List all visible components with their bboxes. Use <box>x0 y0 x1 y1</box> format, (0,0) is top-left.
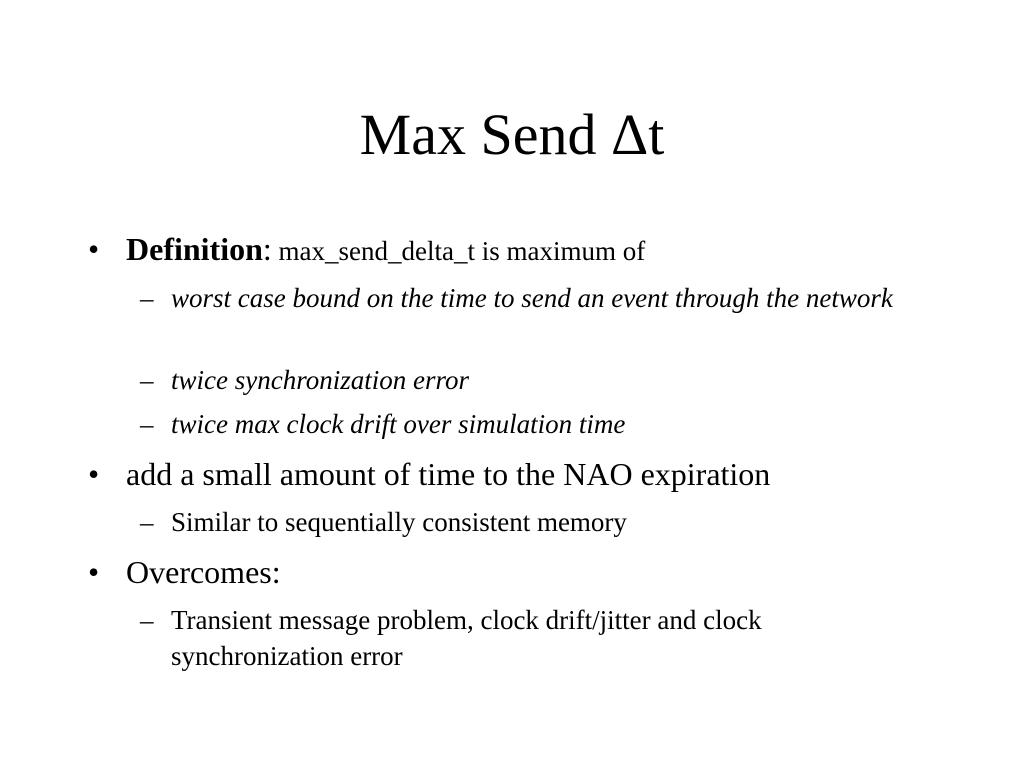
bullet-text: add a small amount of time to the NAO expiration <box>126 456 771 492</box>
slide-title: Max Send Δt <box>359 102 665 167</box>
sub-item-text: worst case bound on the time to send an event through the network <box>171 283 893 313</box>
bullet-marker: • <box>88 231 100 267</box>
definition-colon: : <box>262 231 272 267</box>
definition-text: max_send_delta_t is maximum of <box>271 236 646 266</box>
bullet-text <box>126 230 946 270</box>
sub-item-text: twice synchronization error <box>171 365 469 395</box>
bullet-text: Overcomes: <box>126 554 281 590</box>
sub-marker: – <box>140 605 154 635</box>
sub-item-text: Transient message problem, clock drift/jitter and clock synchronization error <box>171 605 762 671</box>
sub-item-text: Similar to sequentially consistent memory <box>171 507 627 537</box>
definition-label: Definition <box>126 231 263 267</box>
sub-marker: – <box>140 283 154 313</box>
sub-marker: – <box>140 409 154 439</box>
sub-marker: – <box>140 365 154 395</box>
sub-item-text: twice max clock drift over simulation time <box>171 409 626 439</box>
bullet-marker: • <box>88 554 100 590</box>
sub-marker: – <box>140 507 154 537</box>
bullet-marker: • <box>88 456 100 492</box>
